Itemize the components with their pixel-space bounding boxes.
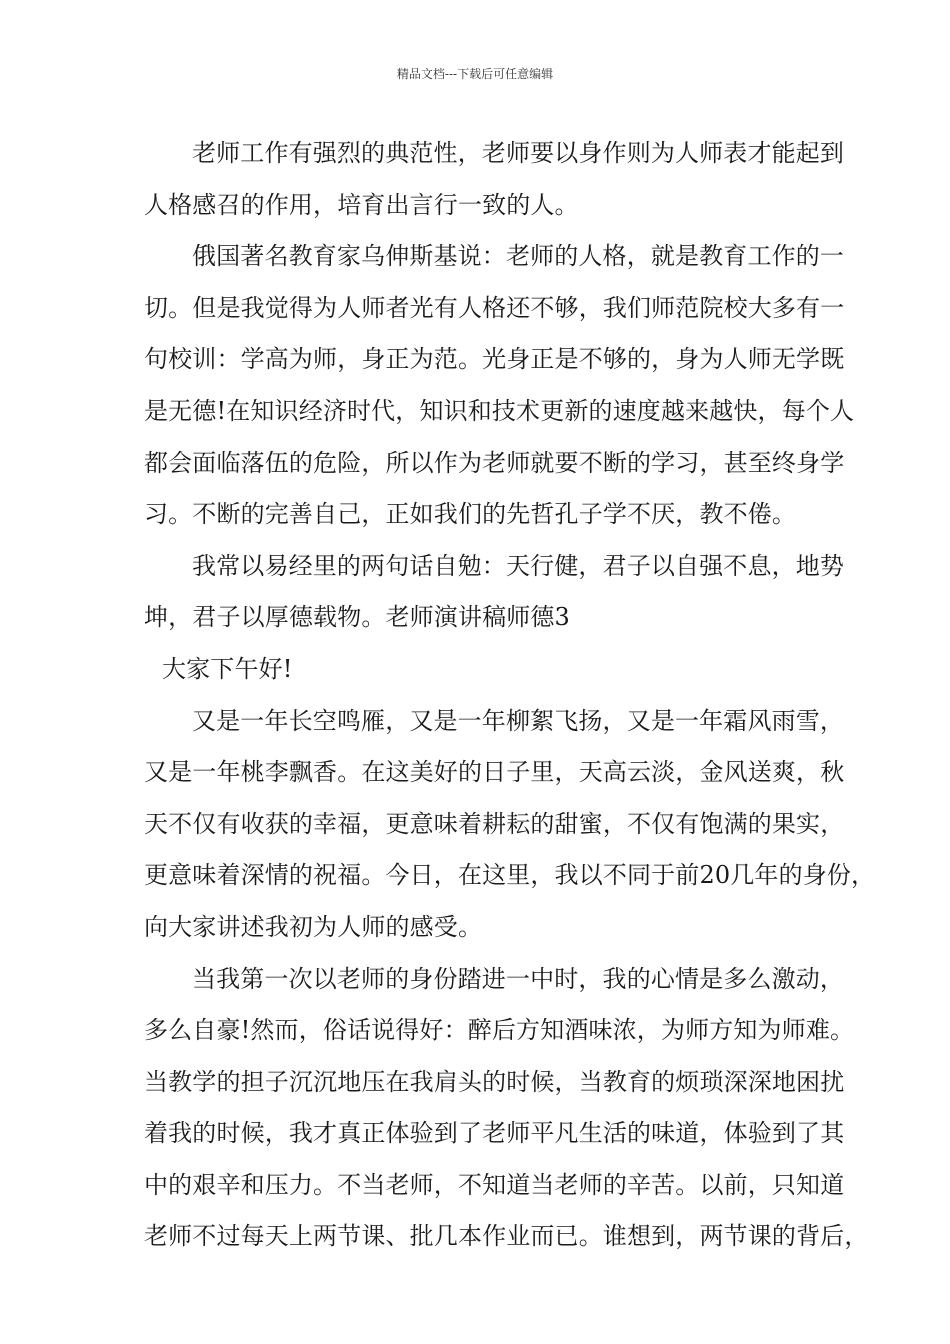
text-line: 都会面临落伍的危险，所以作为老师就要不断的学习，甚至终身学 <box>144 448 845 477</box>
text-line: 向大家讲述我初为人师的感受。 <box>144 912 483 941</box>
text-line: 中的艰辛和压力。不当老师，不知道当老师的辛苦。以前，只知道 <box>144 1170 845 1199</box>
greeting-line: 大家下午好! <box>162 654 293 683</box>
text-line: 俄国著名教育家乌伸斯基说：老师的人格，就是教育工作的一 <box>192 242 845 271</box>
text-line: 更意味着深情的祝福。今日，在这里，我以不同于前20几年的身份， <box>144 861 876 890</box>
text-line: 习。不断的完善自己，正如我们的先哲孔子学不厌，教不倦。 <box>144 500 797 529</box>
text-line: 当教学的担子沉沉地压在我肩头的时候，当教育的烦琐深深地困扰 <box>144 1067 845 1096</box>
text-line: 我常以易经里的两句话自勉：天行健，君子以自强不息，地势 <box>192 551 845 580</box>
text-line: 句校训：学高为师，身正为范。光身正是不够的，身为人师无学既 <box>144 345 845 374</box>
text-line: 多么自豪!然而，俗话说得好：醉后方知酒味浓，为师方知为师难。 <box>144 1016 855 1045</box>
text-line: 又是一年长空鸣雁，又是一年柳絮飞扬，又是一年霜风雨雪， <box>192 706 845 735</box>
text-line: 是无德!在知识经济时代，知识和技术更新的速度越来越快，每个人 <box>144 396 855 425</box>
text-line: 天不仅有收获的幸福，更意味着耕耘的甜蜜，不仅有饱满的果实， <box>144 809 845 838</box>
text-line: 切。但是我觉得为人师者光有人格还不够，我们师范院校大多有一 <box>144 293 845 322</box>
text-line: 坤，君子以厚德载物。老师演讲稿师德3 <box>144 603 570 632</box>
text-line: 老师不过每天上两节课、批几本作业而已。谁想到，两节课的背后， <box>144 1222 869 1251</box>
text-line: 老师工作有强烈的典范性，老师要以身作则为人师表才能起到 <box>192 139 845 167</box>
text-line: 人格感召的作用，培育出言行一致的人。 <box>144 190 579 219</box>
page-header: 精品文档---下载后可任意编辑 <box>396 67 554 81</box>
text-line: 又是一年桃李飘香。在这美好的日子里，天高云淡，金风送爽，秋 <box>144 758 845 787</box>
text-line: 着我的时候，我才真正体验到了老师平凡生活的味道，体验到了其 <box>144 1119 845 1148</box>
text-line: 当我第一次以老师的身份踏进一中时，我的心情是多么激动， <box>192 964 845 993</box>
document-body <box>144 128 876 1263</box>
